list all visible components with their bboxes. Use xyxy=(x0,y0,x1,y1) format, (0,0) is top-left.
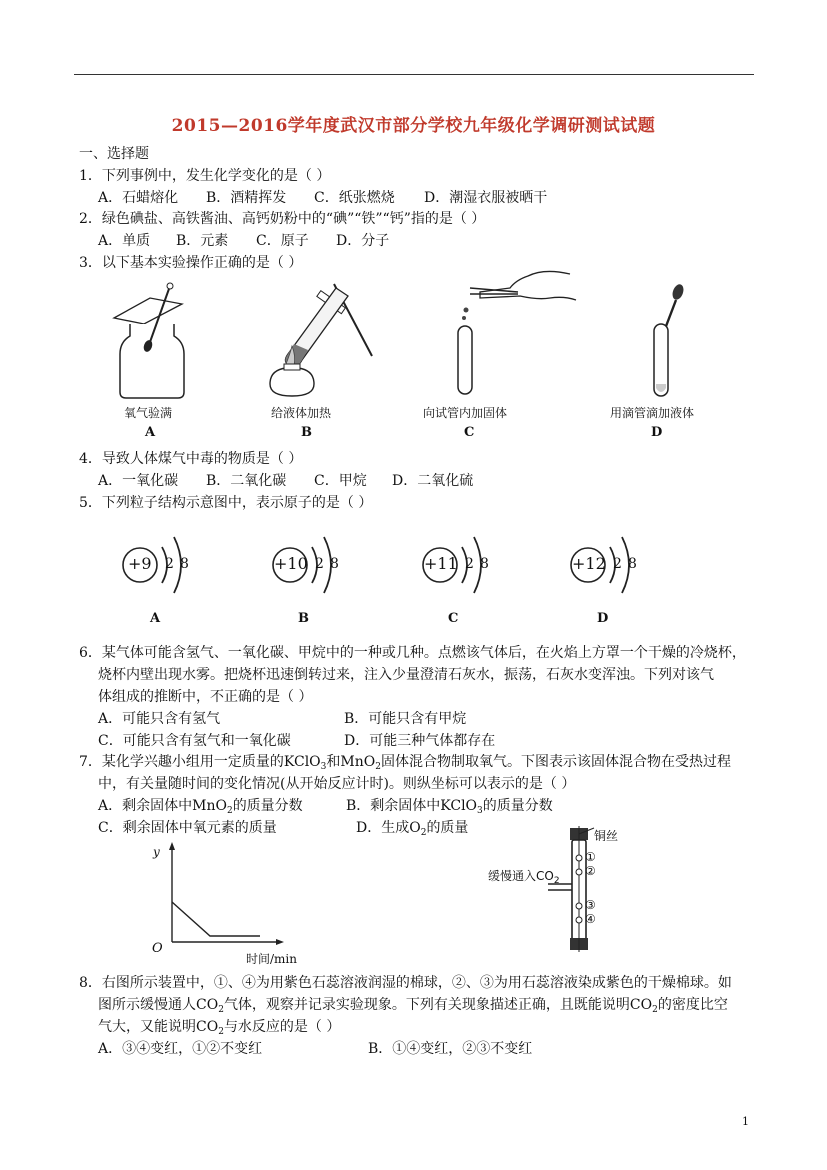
ball-3-label: ③ xyxy=(585,898,596,912)
q7-graph xyxy=(160,840,290,950)
q7-option-a: A．剩余固体中MnO$_2$的质量分数 xyxy=(98,798,303,816)
atom-b-shell-1: 2 xyxy=(315,556,324,572)
atom-b-shell-2: 8 xyxy=(330,556,339,572)
figure-letter-c: C xyxy=(464,425,475,440)
page-number: 1 xyxy=(742,1115,749,1128)
atom-b-nucleus: +10 xyxy=(274,554,308,573)
figure-letter-b: B xyxy=(301,425,312,440)
atom-letter-a: A xyxy=(150,611,161,626)
q7-option-b: B．剩余固体中KClO$_3$的质量分数 xyxy=(346,798,553,816)
q4-option-b: B．二氧化碳 xyxy=(206,473,287,489)
graph-origin-label: O xyxy=(152,941,163,956)
atom-c-shell-1: 2 xyxy=(465,556,474,572)
q2-option-b: B．元素 xyxy=(176,233,229,249)
figure-letter-d: D xyxy=(651,425,663,440)
q7-option-d: D．生成$O_2$的质量 xyxy=(356,820,469,838)
atom-letter-d: D xyxy=(597,611,609,626)
q1-option-a: A．石蜡熔化 xyxy=(98,190,179,206)
q7-option-c: C．剩余固体中氧元素的质量 xyxy=(98,820,277,836)
question-7-line-2: 中，有关量随时间的变化情况(从开始反应计时)。则纵坐标可以表示的是（ ） xyxy=(98,776,576,792)
q4-option-d: D．二氧化硫 xyxy=(392,473,474,489)
page-title: 2015—2016学年度武汉市部分学校九年级化学调研测试试题 xyxy=(171,116,656,136)
figure-heating-liquid xyxy=(260,280,380,400)
question-7-line-1: 7．某化学兴趣小组用一定质量的KClO$_3$和MnO$_2$固体混合物制取氧气。下图表示该固体混合物在受热过程 xyxy=(79,754,731,772)
question-8-line-1: 8．右图所示装置中，①、④为用紫色石蕊溶液润湿的棉球，②、③为用石蕊溶液染成紫色的干燥棉球。如 xyxy=(79,975,732,991)
q1-option-c: C．纸张燃烧 xyxy=(314,190,395,206)
question-8-line-3: 气大，又能说明$CO_2$与水反应的是（ ） xyxy=(98,1019,341,1037)
ball-2-label: ② xyxy=(585,864,596,878)
question-3-stem: 3．以下基本实验操作正确的是（ ） xyxy=(79,255,303,271)
question-2-stem: 2．绿色碘盐、高铁酱油、高钙奶粉中的“碘”“铁”“钙”指的是（ ） xyxy=(79,211,486,227)
figure-oxygen-test xyxy=(112,280,192,400)
atom-d-shell-1: 2 xyxy=(613,556,622,572)
atom-a-shell-2: 8 xyxy=(180,556,189,572)
caption-d: 用滴管滴加液体 xyxy=(610,406,695,420)
atom-c-nucleus: +11 xyxy=(424,554,458,573)
ball-4-label: ④ xyxy=(585,912,596,926)
co2-apparatus xyxy=(548,826,628,956)
caption-a: 氧气验满 xyxy=(124,406,173,420)
q6-option-d: D．可能三种气体都存在 xyxy=(344,733,496,749)
q1-option-b: B．酒精挥发 xyxy=(206,190,287,206)
question-1-stem: 1．下列事例中，发生化学变化的是（ ） xyxy=(79,168,331,184)
caption-c: 向试管内加固体 xyxy=(423,406,508,420)
atom-a-shell-1: 2 xyxy=(165,556,174,572)
q6-option-a: A．可能只含有氢气 xyxy=(98,711,221,727)
graph-x-label: 时间/min xyxy=(246,952,297,966)
section-heading: 一、选择题 xyxy=(79,146,149,162)
q2-option-a: A．单质 xyxy=(98,233,151,249)
question-6-line-1: 6．某气体可能含氢气、一氧化碳、甲烷中的一种或几种。点燃该气体后，在火焰上方罩一个干燥的冷烧杯， xyxy=(79,645,746,661)
copper-wire-label: 铜丝 xyxy=(594,829,619,843)
question-4-stem: 4．导致人体煤气中毒的物质是（ ） xyxy=(79,451,303,467)
q6-option-b: B．可能只含有甲烷 xyxy=(344,711,467,727)
q4-option-c: C．甲烷 xyxy=(314,473,367,489)
q8-option-a: A．③④变红，①②不变红 xyxy=(98,1041,263,1057)
atom-d-nucleus: +12 xyxy=(572,554,606,573)
q2-option-c: C．原子 xyxy=(256,233,309,249)
question-6-line-2: 烧杯内壁出现水雾。把烧杯迅速倒转过来，注入少量澄清石灰水，振荡，石灰水变浑浊。下列对该气 xyxy=(98,667,714,683)
q1-option-d: D．潮湿衣服被晒干 xyxy=(424,190,548,206)
figure-adding-solid xyxy=(440,266,580,376)
question-8-line-2: 图所示缓慢通人$CO_2$气体，观察并记录实验现象。下列有关现象描述正确，且既能说明$CO_2$的密度比空 xyxy=(98,997,728,1015)
atom-d-shell-2: 8 xyxy=(628,556,637,572)
atom-letter-c: C xyxy=(448,611,459,626)
atom-c-shell-2: 8 xyxy=(480,556,489,572)
q6-option-c: C．可能只含有氢气和一氧化碳 xyxy=(98,733,291,749)
atom-letter-b: B xyxy=(298,611,309,626)
question-5-stem: 5．下列粒子结构示意图中，表示原子的是（ ） xyxy=(79,495,373,511)
atom-a-nucleus: +9 xyxy=(128,554,152,573)
figure-letter-a: A xyxy=(145,425,156,440)
q2-option-d: D．分子 xyxy=(336,233,390,249)
question-6-line-3: 体组成的推断中，不正确的是（ ） xyxy=(98,689,313,705)
q4-option-a: A．一氧化碳 xyxy=(98,473,179,489)
header-rule xyxy=(74,74,754,75)
q8-option-b: B．①④变红，②③不变红 xyxy=(368,1041,533,1057)
graph-y-label: y xyxy=(153,845,160,859)
caption-b: 给液体加热 xyxy=(271,406,332,420)
figure-dropper xyxy=(640,284,700,404)
co2-inlet-label: 缓慢通入$CO_2$ xyxy=(488,869,560,886)
ball-1-label: ① xyxy=(585,850,596,864)
